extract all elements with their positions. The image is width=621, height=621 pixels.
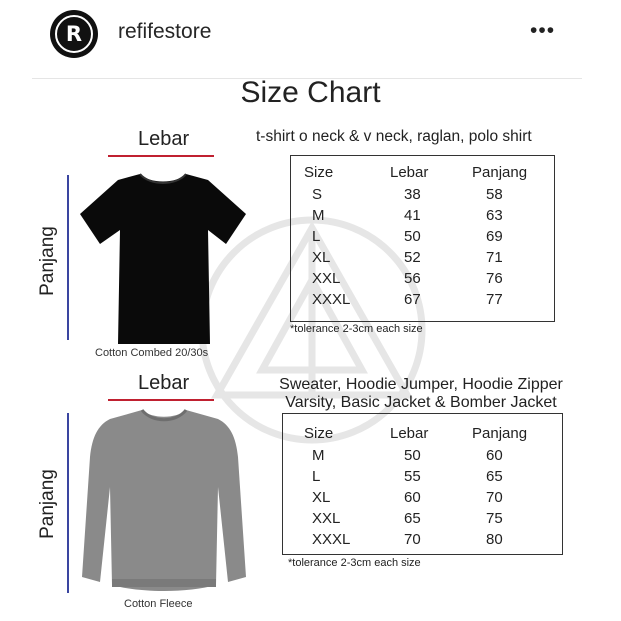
avatar-letter: R — [65, 22, 83, 46]
tolerance-note-2: *tolerance 2-3cm each size — [288, 557, 421, 569]
table-cell: L — [312, 468, 321, 485]
table-cell: XL — [312, 249, 331, 266]
table-cell: 80 — [486, 531, 503, 548]
table-cell: 63 — [486, 207, 503, 224]
table-cell: L — [312, 228, 321, 245]
post-header — [0, 0, 621, 70]
table-cell: XL — [312, 489, 331, 506]
sweater-icon — [78, 407, 250, 597]
product-heading-1: t-shirt o neck & v neck, raglan, polo shirt — [256, 128, 532, 145]
table-header-cell: Lebar — [390, 425, 429, 442]
table-cell: S — [312, 186, 323, 203]
table-cell: 76 — [486, 270, 503, 287]
table-cell: XXL — [312, 270, 341, 287]
fabric-label-2: Cotton Fleece — [124, 598, 193, 610]
panjang-label-1: Panjang — [37, 226, 58, 296]
table-header-cell: Panjang — [472, 425, 528, 442]
brand-logo-icon — [55, 15, 93, 53]
length-line-1 — [67, 175, 69, 340]
table-cell: 60 — [486, 447, 503, 464]
chart-title: Size Chart — [240, 76, 381, 109]
product-heading-2b: Varsity, Basic Jacket & Bomber Jacket — [285, 394, 557, 411]
table-cell: 65 — [404, 510, 421, 527]
table-cell: 71 — [486, 249, 503, 266]
table-cell: 60 — [404, 489, 421, 506]
table-cell: M — [312, 447, 325, 464]
table-cell: 38 — [404, 186, 421, 203]
width-line-1 — [108, 155, 214, 157]
table-header-cell: Panjang — [472, 164, 528, 181]
table-header-cell: Size — [304, 425, 334, 442]
panjang-label-2: Panjang — [37, 469, 58, 539]
width-line-2 — [108, 399, 214, 401]
username-link[interactable]: refifestore — [118, 20, 212, 43]
table-cell: 52 — [404, 249, 421, 266]
table-cell: 56 — [404, 270, 421, 287]
table-cell: 77 — [486, 291, 503, 308]
table-cell: 55 — [404, 468, 421, 485]
table-cell: 70 — [486, 489, 503, 506]
table-cell: 75 — [486, 510, 503, 527]
table-cell: 58 — [486, 186, 503, 203]
table-cell: XXL — [312, 510, 341, 527]
lebar-label-2: Lebar — [138, 372, 190, 394]
tshirt-icon — [78, 172, 248, 347]
tolerance-note-1: *tolerance 2-3cm each size — [290, 323, 423, 335]
table-cell: 69 — [486, 228, 503, 245]
table-cell: 67 — [404, 291, 421, 308]
more-options-icon[interactable]: ••• — [530, 19, 556, 42]
table-cell: M — [312, 207, 325, 224]
table-cell: 65 — [486, 468, 503, 485]
table-cell: 50 — [404, 228, 421, 245]
table-header-cell: Size — [304, 164, 334, 181]
product-heading-2a: Sweater, Hoodie Jumper, Hoodie Zipper — [279, 376, 563, 393]
table-cell: 41 — [404, 207, 421, 224]
lebar-label-1: Lebar — [138, 128, 190, 150]
table-cell: 70 — [404, 531, 421, 548]
length-line-2 — [67, 413, 69, 593]
avatar[interactable] — [50, 10, 98, 58]
table-cell: XXXL — [312, 291, 351, 308]
table-header-cell: Lebar — [390, 164, 429, 181]
fabric-label-1: Cotton Combed 20/30s — [95, 347, 209, 359]
table-cell: XXXL — [312, 531, 351, 548]
table-cell: 50 — [404, 447, 421, 464]
